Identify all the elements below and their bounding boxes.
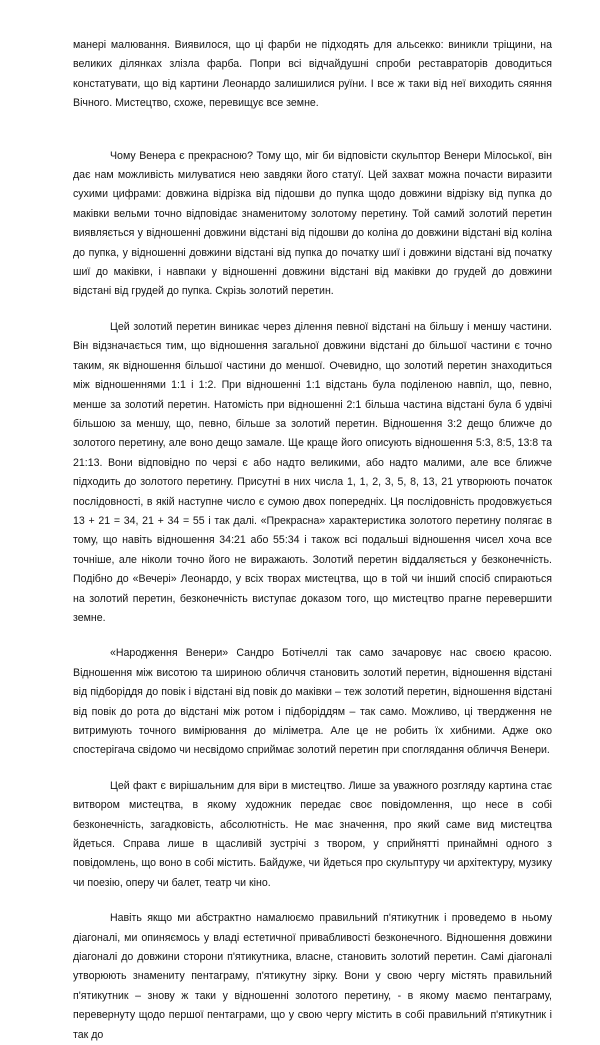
paragraph-5: Цей факт є вирішальним для віри в мистецтво. Лише за уважного розгляду картина стає витвором мистецтва, в якому художник передає своє повідомлення, що несе в собі безконечність, загадковість, абсолютність. Не має значення, про який саме вид мистецтва йдеться. Справа лише в щасливій зустрічі з твором, у сприйнятті принаймні одного з повідомлень, що воно в собі містить. Байдуже, чи йдеться про скульптуру чи архітектуру, музику чи поезію, оперу чи балет, театр чи кіно. [73, 779, 552, 889]
paragraph-4: «Народження Венери» Сандро Ботічеллі так само зачаровує нас своєю красою. Відношення між висотою та шириною обличчя становить золотий перетин, відношення відстані від підборіддя до повік і відстані від повік до маківки – теж золотий перетин, відношення відстані від повік до рота до відстані між ротом і підборіддям – так само. Можливо, ці твердження не витримують точного вимірювання до міліметра. Але це не робить їх хибними. Адже око спостерігача свідомо чи несвідомо сприймає золотий перетин при споглядання обличчя Венери. [73, 647, 552, 757]
paragraph-6: Навіть якщо ми абстрактно намалюємо правильний п'ятикутник і проведемо в ньому діагоналі, ми опиняємось у владі естетичної привабливості безконечного. Відношення довжини діагоналі до довжини сторони п'ятикутника, власне, становить золотий перетин. Самі діагоналі утворюють знамениту пентаграму, п'ятикутну зірку. Вони у свою чергу містять правильний п'ятикутник – знову ж таки у відношенні золотого перетину, - в якому маємо пентаграму, перевернуту щодо першої пентаграми, що у свою чергу містить в собі правильний п'ятикутник і так до [73, 912, 552, 1041]
paragraph-2: Чому Венера є прекрасною? Тому що, міг би відповісти скульптор Венери Мілоської, він дає нам можливість милуватися нею завдяки його статуї. Цей захват можна почасти виразити сухими цифрами: довжина відрізка від підошви до пупка щодо довжини відрізку від пупка до маківки вельми точно відповідає знаменитому золотому перетину. Той самий золотий перетин виявляється у відношенні довжини відстані від підошви до коліна до довжини відстані від коліна до пупка, у відношенні довжини відстані від пупка до початку шиї і довжини відстані від початку шиї до маківки, і навпаки у відношенні довжини відстані від маківки до грудей до довжини відстані від грудей до пупка. Скрізь золотий перетин. [73, 149, 552, 298]
paragraph-1: манері малювання. Виявилося, що ці фарби не підходять для альсекко: виникли тріщини, на великих ділянках злізла фарба. Попри всі відчайдушні спроби реставраторів доводиться констатувати, що від картини Леонардо залишилися руїни. І все ж таки від неї виходить сяяння Вічного. Мистецтво, схоже, перевищує все земне. [73, 39, 552, 110]
paragraph-3: Цей золотий перетин виникає через ділення певної відстані на більшу і меншу частини. Він відзначається тим, що відношення загальної довжини відстані до більшої частини є точно таким, як відношення більшої частини до меншої. Очевидно, що золотий перетин знаходиться між відношеннями 1:1 і 1:2. При відношенні 1:1 відстань була поділеною навпіл, що, певно, менше за золотий перетин. Натомість при відношенні 2:1 більша частина відстані була б удвічі більшою за меншу, що, певно, більше за золотий перетин. Відношення 3:2 дещо ближче до золотого перетину, але воно дещо замале. Ще краще його описують відношення 5:3, 8:5, 13:8 та 21:13. Вони відповідно по черзі є або надто великими, або надто малими, але все ближче підходить до золотого перетину. Присутні в них числа 1, 1, 2, 3, 5, 8, 13, 21 утворюють початок послідовності, в якій наступне число є сумою двох попередніх. Ця послідовність продовжується 13 + 21 = 34, 21 + 34 = 55 і так далі. «Прекрасна» характеристика золотого перетину полягає в тому, що навіть відношення 34:21 або 55:34 і також всі подальші відношення чисел хоча все точніше, але ніколи точно його не виражають. Золотий перетин віддаляється у безконечність. Подібно до «Вечері» Леонардо, у всіх творах мистецтва, що в той чи інший спосіб спираються на золотий перетин, безконечність виступає доказом того, що мистецтво прагне перевершити земне. [73, 320, 552, 624]
